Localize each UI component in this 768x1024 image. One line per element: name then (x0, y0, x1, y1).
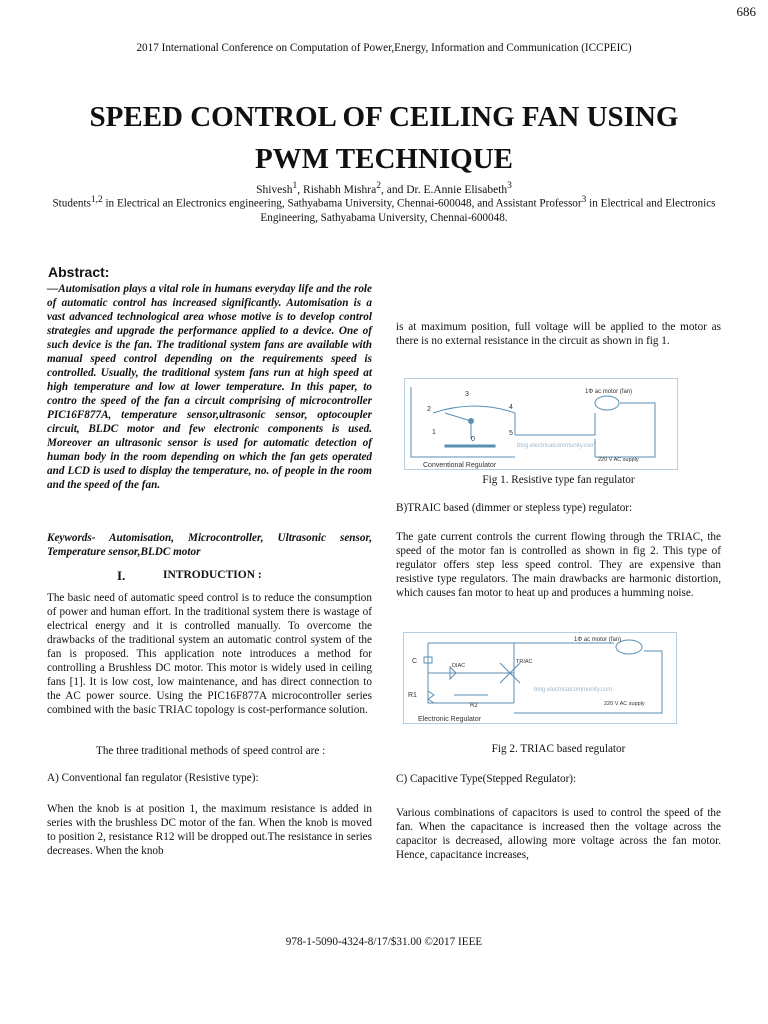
subheading-capacitive-regulator: C) Capacitive Type(Stepped Regulator): (396, 773, 577, 785)
triac-circuit-diagram (404, 633, 676, 723)
right-paragraph-1: is at maximum position, full voltage will be applied to the motor as there is no external resistance in the circuit as shown in fig 1. (396, 321, 721, 347)
node-label: 1 (432, 429, 436, 436)
intro-paragraph-1: The basic need of automatic speed control is to reduce the consumption of power and human effort. In the traditional system there is wastage of electrical energy and it is controlled manually. To overcome the drawbacks of the traditional system an automatic control system of the fan is proposed. This application note introduces a method for controlling a Brushless DC motor. This motor is widely used in ceiling fans [1]. It is low cost, low maintenance, and has direct connection to the AC power source. Using the PIC16F877A microcontroller series combined with the basic TRIAC topology is cost-performance solution. (47, 592, 372, 716)
intro-paragraph-2: The three traditional methods of speed control are : (96, 745, 326, 757)
paper-title (0, 96, 768, 180)
authors: Shivesh$^1$, Rishabh Mishra$^2$, and Dr. E.Annie Elisabeth$^3$ (256, 180, 512, 196)
section-number: I. (117, 568, 126, 583)
node-label: 2 (427, 406, 431, 413)
footer-copyright: 978-1-5090-4324-8/17/$31.00 ©2017 IEEE (285, 936, 483, 948)
intro-paragraph-4: When the knob is at position 1, the maximum resistance is added in series with the brushless DC motor of the fan. When the knob is moved to position 2, resistance R12 will be dropped out.The resistance in series decreases. When the knob (47, 803, 372, 857)
title-line-2: PWM TECHNIQUE (254, 143, 514, 175)
supply-label: 220 V AC supply (604, 701, 645, 707)
motor-label: 1Φ ac motor (fan) (585, 389, 633, 395)
component-label: R2 (470, 703, 478, 709)
subheading-triac-regulator: B)TRAIC based (dimmer or stepless type) regulator: (396, 502, 633, 514)
figure-inner-caption: Electronic Regulator (418, 716, 482, 723)
resistive-circuit-diagram (405, 379, 677, 469)
abstract-body: —Automisation plays a vital role in humans everyday life and the role of automatic control has increased significantly. Automisation is a vast advanced technological area whose motive is to develop control strategies and upgrade the performance applied to a device. One of such device is the fan. The traditional system fans are available with manual speed control depending on the requirements speed is controlled. Usually, the traditional system fans run at high speed at high temperature and low at lower temperature. In this paper, to contro the speed of the fan a circuit comprising of microcontroller PIC16F877A, temperature sensor,ultrasonic sensor, optocoupler circuit, BLDC motor and few electronic components is used. Moreover an ultrasonic sensor is used for automatic detection of human body in the room depending on which the fan gets operated and LCD is used to display the temperature, no. of people in the room and the speed of the fan. (47, 283, 372, 491)
motor-label: 1Φ ac motor (fan) (574, 637, 622, 643)
right-paragraph-3: The gate current controls the current flowing through the TRIAC, the speed of the motor fan is controlled as shown in fig 2. This type of regulator offers step less speed control. They are expensive than resistive type regulators. The main drawbacks are harmonic distortion, which causes fan motor to heat up and produces a humming noise. (396, 531, 721, 599)
node-label: 0 (471, 436, 475, 443)
conference-header: 2017 International Conference on Computation of Power,Energy, Information and Communication (ICCPEIC) (136, 42, 632, 54)
component-label: R1 (408, 692, 417, 699)
node-label: 3 (465, 391, 469, 398)
watermark: blog.electricalcommunity.com (517, 443, 596, 449)
abstract-heading: Abstract: (48, 264, 110, 280)
figure-2-caption: Fig 2. TRIAC based regulator (491, 743, 626, 755)
figure-inner-caption: Conventional Regulator (423, 462, 497, 469)
figure-1-caption: Fig 1. Resistive type fan regulator (482, 474, 635, 486)
keywords: Keywords- Automisation, Microcontroller, Ultrasonic sensor, Temperature sensor,BLDC motor (47, 532, 372, 558)
page-number: 686 (736, 4, 756, 19)
node-label: 4 (509, 404, 513, 411)
affiliation: Students$^{1,2}$ in Electrical an Electronics engineering, Sathyabama University, Chennai-600048, and Assistant Professor$^3$ in Electrical and Electronics Engineering, Sathyabama University, Chennai-600048. (52, 195, 716, 224)
component-label: C (412, 658, 418, 665)
component-label: DIAC (452, 663, 466, 669)
subheading-conventional-regulator: A) Conventional fan regulator (Resistive type): (47, 772, 259, 784)
supply-label: 220 V AC supply (598, 457, 639, 463)
figure-2-triac-regulator (403, 632, 677, 724)
right-paragraph-5: Various combinations of capacitors is used to control the speed of the fan. When the capacitance is increased then the voltage across the capacitor is decreased, allowing more voltage across the fan motor. Hence, capacitance increases, (396, 807, 721, 861)
watermark: blog.electricalcommunity.com (534, 687, 613, 693)
section-title: INTRODUCTION : (163, 569, 262, 581)
title-line-1: SPEED CONTROL OF CEILING FAN USING (89, 101, 679, 133)
component-label: TRIAC (516, 659, 533, 665)
figure-1-resistive-regulator (404, 378, 678, 470)
node-label: 5 (509, 430, 513, 437)
